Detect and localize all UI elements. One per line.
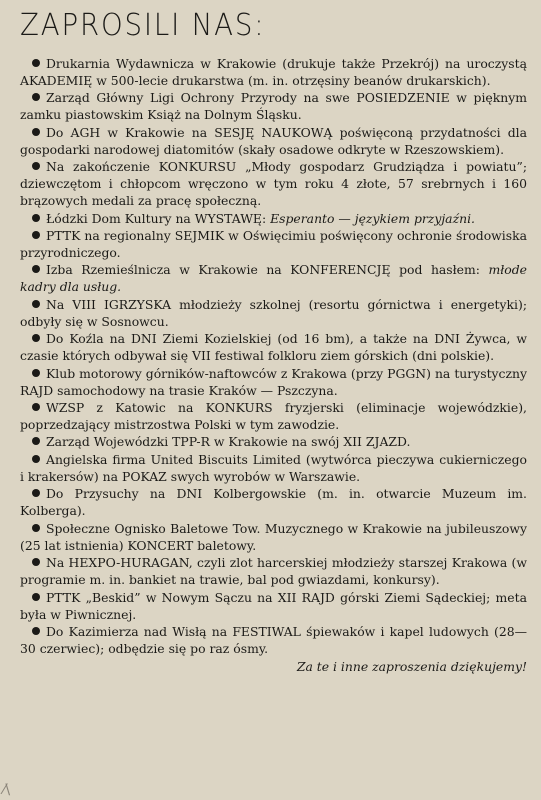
invitation-text: Angielska firma United Biscuits Limited (wytwórca pieczywa cukierniczego i krakersów) na POKAZ swych wyrobów w Warszawie. (20, 451, 527, 484)
bullet-icon (32, 593, 40, 601)
invitation-item (20, 624, 527, 658)
invitation-item (20, 400, 527, 434)
bullet-icon (32, 265, 40, 273)
invitation-item (20, 331, 527, 365)
bullet-icon (32, 369, 40, 377)
invitation-item (20, 159, 527, 210)
invitation-text: PTTK „Beskid” w Nowym Sączu na XII RAJD górski Ziemi Sądeckiej; meta była w Piwnicznej. (20, 589, 527, 622)
invitation-item (20, 555, 527, 589)
page-edge-mark: ⁄\ (3, 782, 11, 798)
bullet-icon (32, 524, 40, 532)
bullet-icon (32, 489, 40, 497)
invitation-item (20, 486, 527, 520)
bullet-icon (32, 558, 40, 566)
invitation-text: Zarząd Główny Ligi Ochrony Przyrody na swe POSIEDZENIE w pięknym zamku piastowskim Książ na Dolnym Śląsku. (20, 90, 527, 123)
invitation-text: Do Koźla na DNI Ziemi Kozielskiej (od 16 bm), a także na DNI Żywca, w czasie których odbywał się VII festiwal folkloru ziem górskich (dni polskie). (20, 331, 527, 364)
invitation-item (20, 90, 527, 124)
invitation-text: WZSP z Katowic na KONKURS fryzjerski (eliminacje wojewódzkie), poprzedzający mistrzostwa Polski w tym zawodzie. (20, 400, 527, 432)
invitation-item (20, 211, 527, 228)
bullet-icon (32, 334, 40, 342)
invitation-emphasis: Esperanto — językiem przyjaźni. (270, 210, 475, 226)
closing-line: Za te i inne zaproszenia dziękujemy! (296, 659, 527, 675)
bullet-icon (32, 214, 40, 222)
bullet-icon (32, 437, 40, 445)
bullet-icon (32, 93, 40, 101)
invitation-item (20, 452, 527, 486)
invitation-text: Na VIII IGRZYSKA młodzieży szkolnej (resortu górnictwa i energetyki); odbyły się w Sosnowcu. (20, 296, 527, 329)
bullet-icon (32, 128, 40, 136)
invitation-item (20, 366, 527, 400)
invitation-emphasis: młode kadry dla usług. (20, 262, 527, 295)
bullet-icon (32, 403, 40, 411)
invitation-item (20, 521, 527, 555)
invitation-text: Na zakończenie KONKURSU „Młody gospodarz Grudziądza i powiatu”; dziewczętom i chłopcom wręczono w tym roku 4 złote, 57 srebrnych i 160 brązowych medali za pracę społeczną. (20, 159, 527, 209)
bullet-icon (32, 162, 40, 170)
bullet-icon (32, 59, 40, 67)
invitation-item (20, 297, 527, 331)
invitation-item (20, 228, 527, 262)
invitation-text: Do AGH w Krakowie na SESJĘ NAUKOWĄ poświęconą przydatności dla gospodarki narodowej diatomitów (skały osadowe odkryte w Rzeszowskiem). (20, 124, 527, 157)
invitation-item (20, 125, 527, 159)
invitation-text: Drukarnia Wydawnicza w Krakowie (drukuje także Przekrój) na uroczystą AKADEMIĘ w 500-lecie drukarstwa (m. in. otrzęsiny beanów drukarskich). (20, 56, 527, 88)
invitation-item (20, 56, 527, 90)
invitation-text: Społeczne Ognisko Baletowe Tow. Muzycznego w Krakowie na jubileuszowy (25 lat istnienia) KONCERT baletowy. (20, 520, 527, 553)
bullet-icon (32, 627, 40, 635)
invitation-text: Do Przysuchy na DNI Kolbergowskie (m. in. otwarcie Muzeum im. Kolberga). (20, 486, 527, 519)
invitation-text: PTTK na regionalny SEJMIK w Oświęcimiu poświęcony ochronie środowiska przyrodniczego. (20, 228, 527, 260)
article-title: ZAPROSILI NAS: (20, 8, 266, 43)
invitation-item (20, 590, 527, 624)
invitation-item (20, 434, 527, 451)
bullet-icon (32, 455, 40, 463)
invitation-text: Zarząd Wojewódzki TPP-R w Krakowie na swój XII ZJAZD. (46, 434, 411, 450)
bullet-icon (32, 300, 40, 308)
invitation-text: Na HEXPO-HURAGAN, czyli zlot harcerskiej młodzieży starszej Krakowa (w programie m. in. bankiet na trawie, bal pod gwiazdami, konkursy). (20, 555, 527, 588)
invitation-list (20, 56, 527, 658)
invitation-text: Izba Rzemieślnicza w Krakowie na KONFERENCJĘ pod hasłem: (46, 262, 489, 278)
bullet-icon (32, 231, 40, 239)
invitation-text: Klub motorowy górników-naftowców z Krakowa (przy PGGN) na turystyczny RAJD samochodowy na trasie Kraków — Pszczyna. (20, 365, 527, 398)
invitation-text: Łódzki Dom Kultury na WYSTAWĘ: (46, 210, 271, 226)
invitation-text: Do Kazimierza nad Wisłą na FESTIWAL śpiewaków i kapel ludowych (28—30 czerwiec); odbędzie się po raz ósmy. (20, 624, 527, 656)
invitation-item (20, 262, 527, 296)
